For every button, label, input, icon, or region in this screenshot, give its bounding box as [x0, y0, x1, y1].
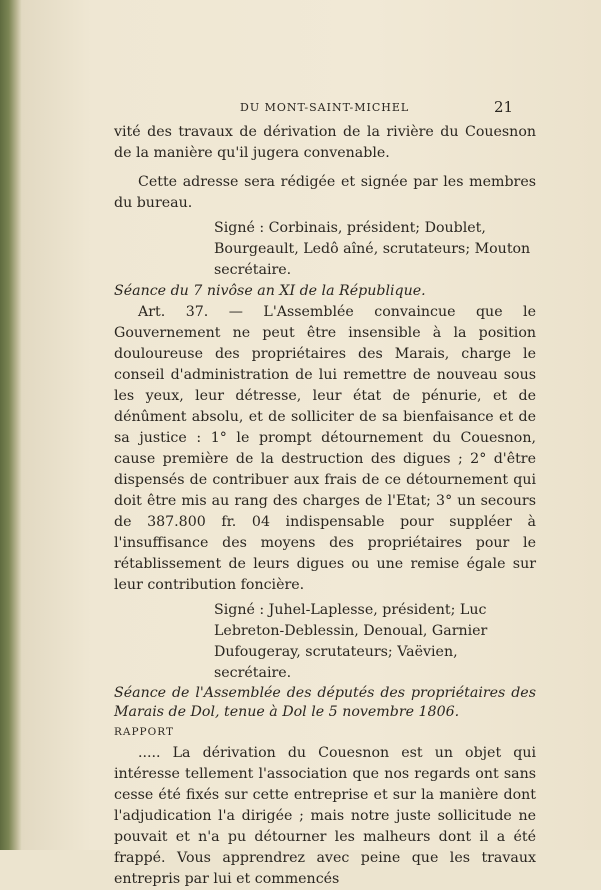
paragraph-continuation: vité des travaux de dérivation de la rivière du Couesnon de la manière qu'il jugera convenable.	[114, 124, 536, 161]
signature-block-1: Signé : Corbinais, président; Doublet, Bourgeault, Ledô aîné, scrutateurs; Mouton secrétaire.	[214, 220, 531, 278]
section-heading-nivose: Séance du 7 nivôse an XI de la République.	[114, 283, 426, 299]
book-gutter	[0, 0, 22, 850]
paragraph-article-37: Art. 37. — L'Assemblée convaincue que le Gouvernement ne peut être insensible à la position douloureuse des propriétaires des Marais, charge le conseil d'administration de lui remettre de nouveau sous les yeux, leur détresse, leur état de pénurie, et de dénûment absolu, et de solliciter de sa bienfaisance et de sa justice : 1° le prompt détournement du Couesnon, cause première de la destruction des digues ; 2° d'être dispensés de contribuer aux frais de ce détournement qui doit être mis au rang des charges de l'Etat; 3° un secours de 387.800 fr. 04 indispensable pour suppléer à l'insuffisance des moyens des propriétaires pour le rétablissement de leurs digues ou une remise égale sur leur contribution foncière.	[114, 304, 536, 593]
section-heading-assemblee: Séance de l'Assemblée des députés des propriétaires des Marais de Dol, tenue à Dol le 5 novembre 1806.	[114, 685, 536, 720]
running-head-title: DU MONT-SAINT-MICHEL	[240, 101, 410, 114]
running-head	[22, 99, 601, 119]
rapport-heading: RAPPORT	[114, 726, 174, 738]
signature-block-2: Signé : Juhel-Laplesse, président; Luc Lebreton-Deblessin, Denoual, Garnier Dufougeray, scrutateurs; Vaëvien, secrétaire.	[214, 602, 488, 681]
page-body	[114, 122, 536, 890]
paragraph-adresse: Cette adresse sera rédigée et signée par les membres du bureau.	[114, 174, 536, 211]
page-number: 21	[494, 98, 514, 116]
book-page	[22, 0, 601, 887]
paragraph-rapport: ..... La dérivation du Couesnon est un objet qui intéresse tellement l'association que nos regards ont sans cesse été fixés sur cette entreprise et sur la manière dont l'adjudication l'a dirigée ; mais notre juste sollicitude ne pouvait et n'a pu détourner les malheurs dont il a été frappé. Vous apprendrez avec peine que les travaux entrepris par lui et commencés	[114, 745, 536, 887]
